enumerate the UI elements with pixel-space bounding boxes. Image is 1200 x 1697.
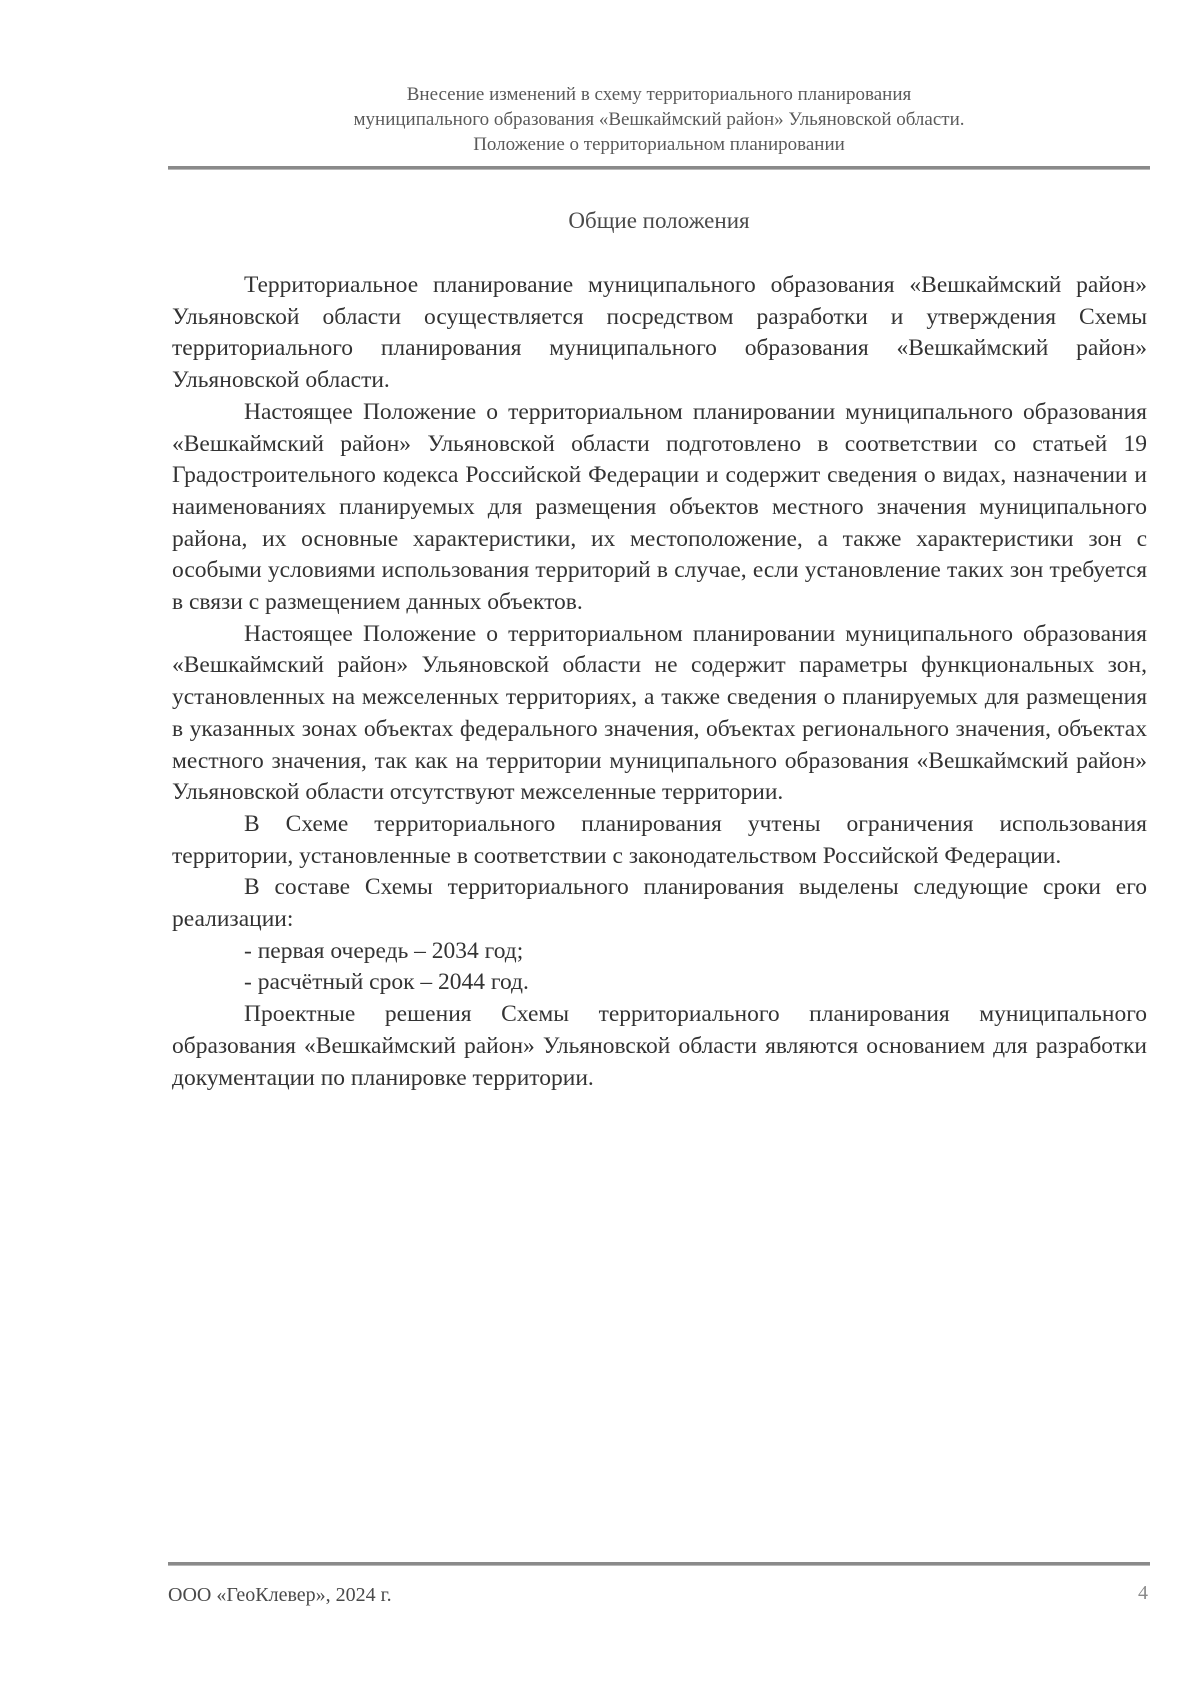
paragraph: В Схеме территориального планирования учтены ограничения использования территории, установленные в соответствии с законодательством Российской Федерации. <box>172 810 1147 869</box>
header-divider <box>168 166 1150 170</box>
paragraph: В составе Схемы территориального планирования выделены следующие сроки его реализации: <box>172 874 1147 933</box>
document-body <box>172 270 1147 1094</box>
footer-company: ООО «ГеоКлевер», 2024 г. <box>168 1584 392 1606</box>
paragraph: Территориальное планирование муниципального образования «Вешкаймский район» Ульяновской области осуществляется посредством разработки и утверждения Схемы территориального планирования муниципального образования «Вешкаймский район» Ульяновской области. <box>172 272 1147 394</box>
document-header <box>168 82 1150 157</box>
page-number: 4 <box>1138 1582 1148 1604</box>
header-line: муниципального образования «Вешкаймский район» Ульяновской области. <box>353 109 965 130</box>
paragraph: Настоящее Положение о территориальном планировании муниципального образования «Вешкаймский район» Ульяновской области не содержит параметры функциональных зон, установленных на межселенных территориях, а также сведения о планируемых для размещения в указанных зонах объектах федерального значения, объектах регионального значения, объектах местного значения, так как на территории муниципального образования «Вешкаймский район» Ульяновской области отсутствуют межселенные территории. <box>172 620 1147 806</box>
list-item: - первая очередь – 2034 год; <box>244 937 524 964</box>
section-title: Общие положения <box>568 208 750 233</box>
footer-divider <box>168 1562 1150 1566</box>
paragraph: Проектные решения Схемы территориального планирования муниципального образования «Вешкаймский район» Ульяновской области являются основанием для разработки документации по планировке территории. <box>172 1001 1147 1091</box>
paragraph: Настоящее Положение о территориальном планировании муниципального образования «Вешкаймский район» Ульяновской области подготовлено в соответствии со статьей 19 Градостроительного кодекса Российской Федерации и содержит сведения о видах, назначении и наименованиях планируемых для размещения объектов местного значения муниципального района, их основные характеристики, их местоположение, а также характеристики зон с особыми условиями использования территорий в случае, если установление таких зон требуется в связи с размещением данных объектов. <box>172 398 1147 616</box>
header-line: Положение о территориальном планировании <box>473 134 845 155</box>
header-line: Внесение изменений в схему территориального планирования <box>406 84 912 105</box>
list-item: - расчётный срок – 2044 год. <box>244 969 529 996</box>
